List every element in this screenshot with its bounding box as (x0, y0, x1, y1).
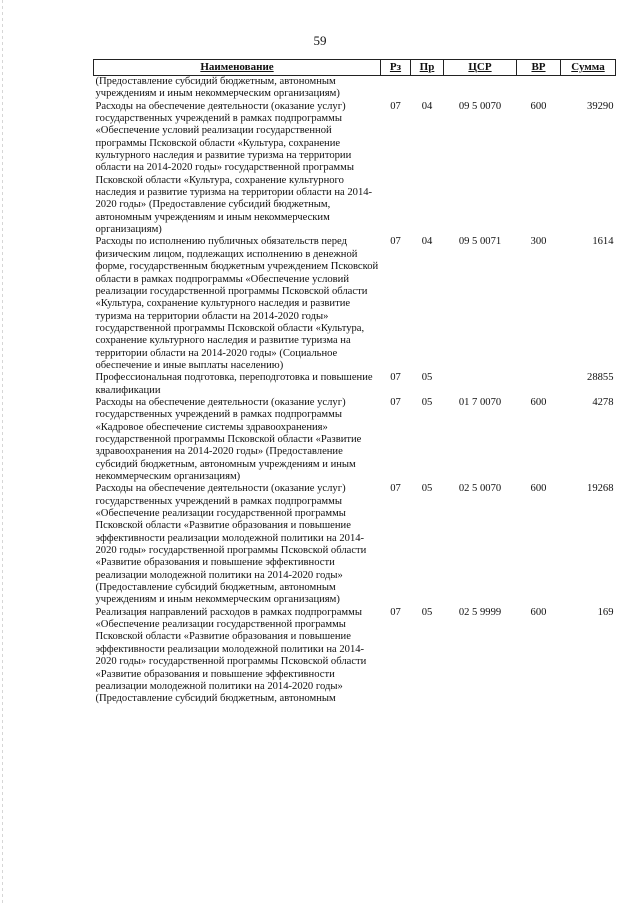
row-name: Расходы по исполнению публичных обязательств перед физическим лицом, подлежащих исполнению в денежной форме, государственным бюджетным учреждением Псковской области в рамках подпрограммы «Обеспечение условий реализации государственной программы Псковской области «Культура, сохранение культурного наследия и развитие туризма на территории области на 2014-2020 годы» государственной программы Псковской области «Культура, сохранение культурного наследия и развитие туризма на территории области на 2014-2020 годы» (Социальное обеспечение и иные выплаты населению) (95, 236, 379, 371)
row-csr: 02 5 0070 (458, 483, 502, 495)
row-vr: 600 (530, 606, 547, 618)
row-rz: 07 (390, 396, 401, 408)
row-name: Расходы на обеспечение деятельности (оказание услуг) государственных учреждений в рамках подпрограммы «Кадровое обеспечение системы здравоохранения» государственной программы Псковской области «Развитие здравоохранения на 2014-2020 годы» (Предоставление субсидий бюджетным, автономным учреждениям и иным некоммерческим организациям) (95, 396, 362, 482)
row-sum: 19268 (587, 483, 614, 495)
row-csr: 01 7 0070 (458, 396, 502, 408)
row-pr (411, 76, 444, 101)
row-vr: 600 (530, 396, 547, 408)
table-row (94, 76, 616, 101)
row-rz: 07 (390, 483, 401, 495)
row-sum: 39290 (587, 100, 614, 112)
column-header-name: Наименование (94, 60, 381, 76)
row-rz: 07 (390, 372, 401, 384)
row-name: Реализация направлений расходов в рамках подпрограммы «Обеспечение реализации государственной программы Псковской области «Развитие образования и повышение эффективности реализации молодежной политики на 2014-2020 годы» государственной программы Псковской области «Развитие образования и повышение эффективности реализации молодежной политики на 2014-2020 годы» (Предоставление субсидий бюджетным, автономным (95, 606, 367, 705)
table-header-row (94, 60, 616, 76)
row-pr: 05 (421, 483, 433, 495)
column-header-pr: Пр (411, 60, 444, 76)
row-vr (517, 372, 561, 397)
table-row (94, 101, 616, 237)
row-csr (444, 372, 517, 397)
row-vr: 600 (530, 483, 547, 495)
table-row (94, 397, 616, 483)
row-rz (381, 76, 411, 101)
table-row (94, 607, 616, 706)
budget-table (93, 59, 616, 706)
row-sum (561, 76, 616, 101)
row-vr (517, 76, 561, 101)
row-sum: 169 (597, 606, 614, 618)
row-sum: 4278 (592, 396, 614, 408)
page-number: 59 (313, 33, 327, 48)
row-sum: 28855 (587, 372, 614, 384)
row-name: Профессиональная подготовка, переподготовка и повышение квалификации (95, 372, 373, 396)
row-name: (Предоставление субсидий бюджетным, автономным учреждениям и иным некоммерческим организациям) (95, 76, 340, 100)
row-pr: 05 (421, 372, 433, 384)
scan-edge (2, 0, 3, 905)
column-header-csr: ЦСР (444, 60, 517, 76)
row-rz: 07 (390, 606, 401, 618)
row-csr: 09 5 0071 (458, 236, 502, 248)
table-row (94, 236, 616, 372)
table-row (94, 483, 616, 606)
row-vr: 600 (530, 100, 547, 112)
row-csr (444, 76, 517, 101)
row-pr: 05 (421, 396, 433, 408)
table-row (94, 372, 616, 397)
column-header-rz: Рз (381, 60, 411, 76)
row-name: Расходы на обеспечение деятельности (оказание услуг) государственных учреждений в рамках подпрограммы «Обеспечение условий реализации государственной программы Псковской области «Культура, сохранение культурного наследия и развитие туризма на территории области на 2014-2020 годы» государственной программы Псковской области «Культура, сохранение культурного наследия и развитие туризма на территории области на 2014-2020 годы» (Предоставление субсидий бюджетным, автономным учреждениям и иным некоммерческим организациям) (95, 100, 373, 236)
row-pr: 04 (421, 100, 433, 112)
column-header-sum: Сумма (561, 60, 616, 76)
row-pr: 05 (421, 606, 433, 618)
column-header-vr: ВР (517, 60, 561, 76)
row-sum: 1614 (592, 236, 614, 248)
row-csr: 09 5 0070 (458, 100, 502, 112)
row-pr: 04 (421, 236, 433, 248)
row-rz: 07 (390, 100, 401, 112)
row-rz: 07 (390, 236, 401, 248)
row-vr: 300 (530, 236, 547, 248)
row-name: Расходы на обеспечение деятельности (оказание услуг) государственных учреждений в рамках подпрограммы «Обеспечение реализации государственной программы Псковской области «Развитие образования и повышение эффективности реализации молодежной политики на 2014-2020 годы» государственной программы Псковской области «Развитие образования и повышение эффективности реализации молодежной политики на 2014-2020 годы» (Предоставление субсидий бюджетным, автономным учреждениям и иным некоммерческим организациям) (95, 483, 367, 606)
row-csr: 02 5 9999 (458, 606, 502, 618)
